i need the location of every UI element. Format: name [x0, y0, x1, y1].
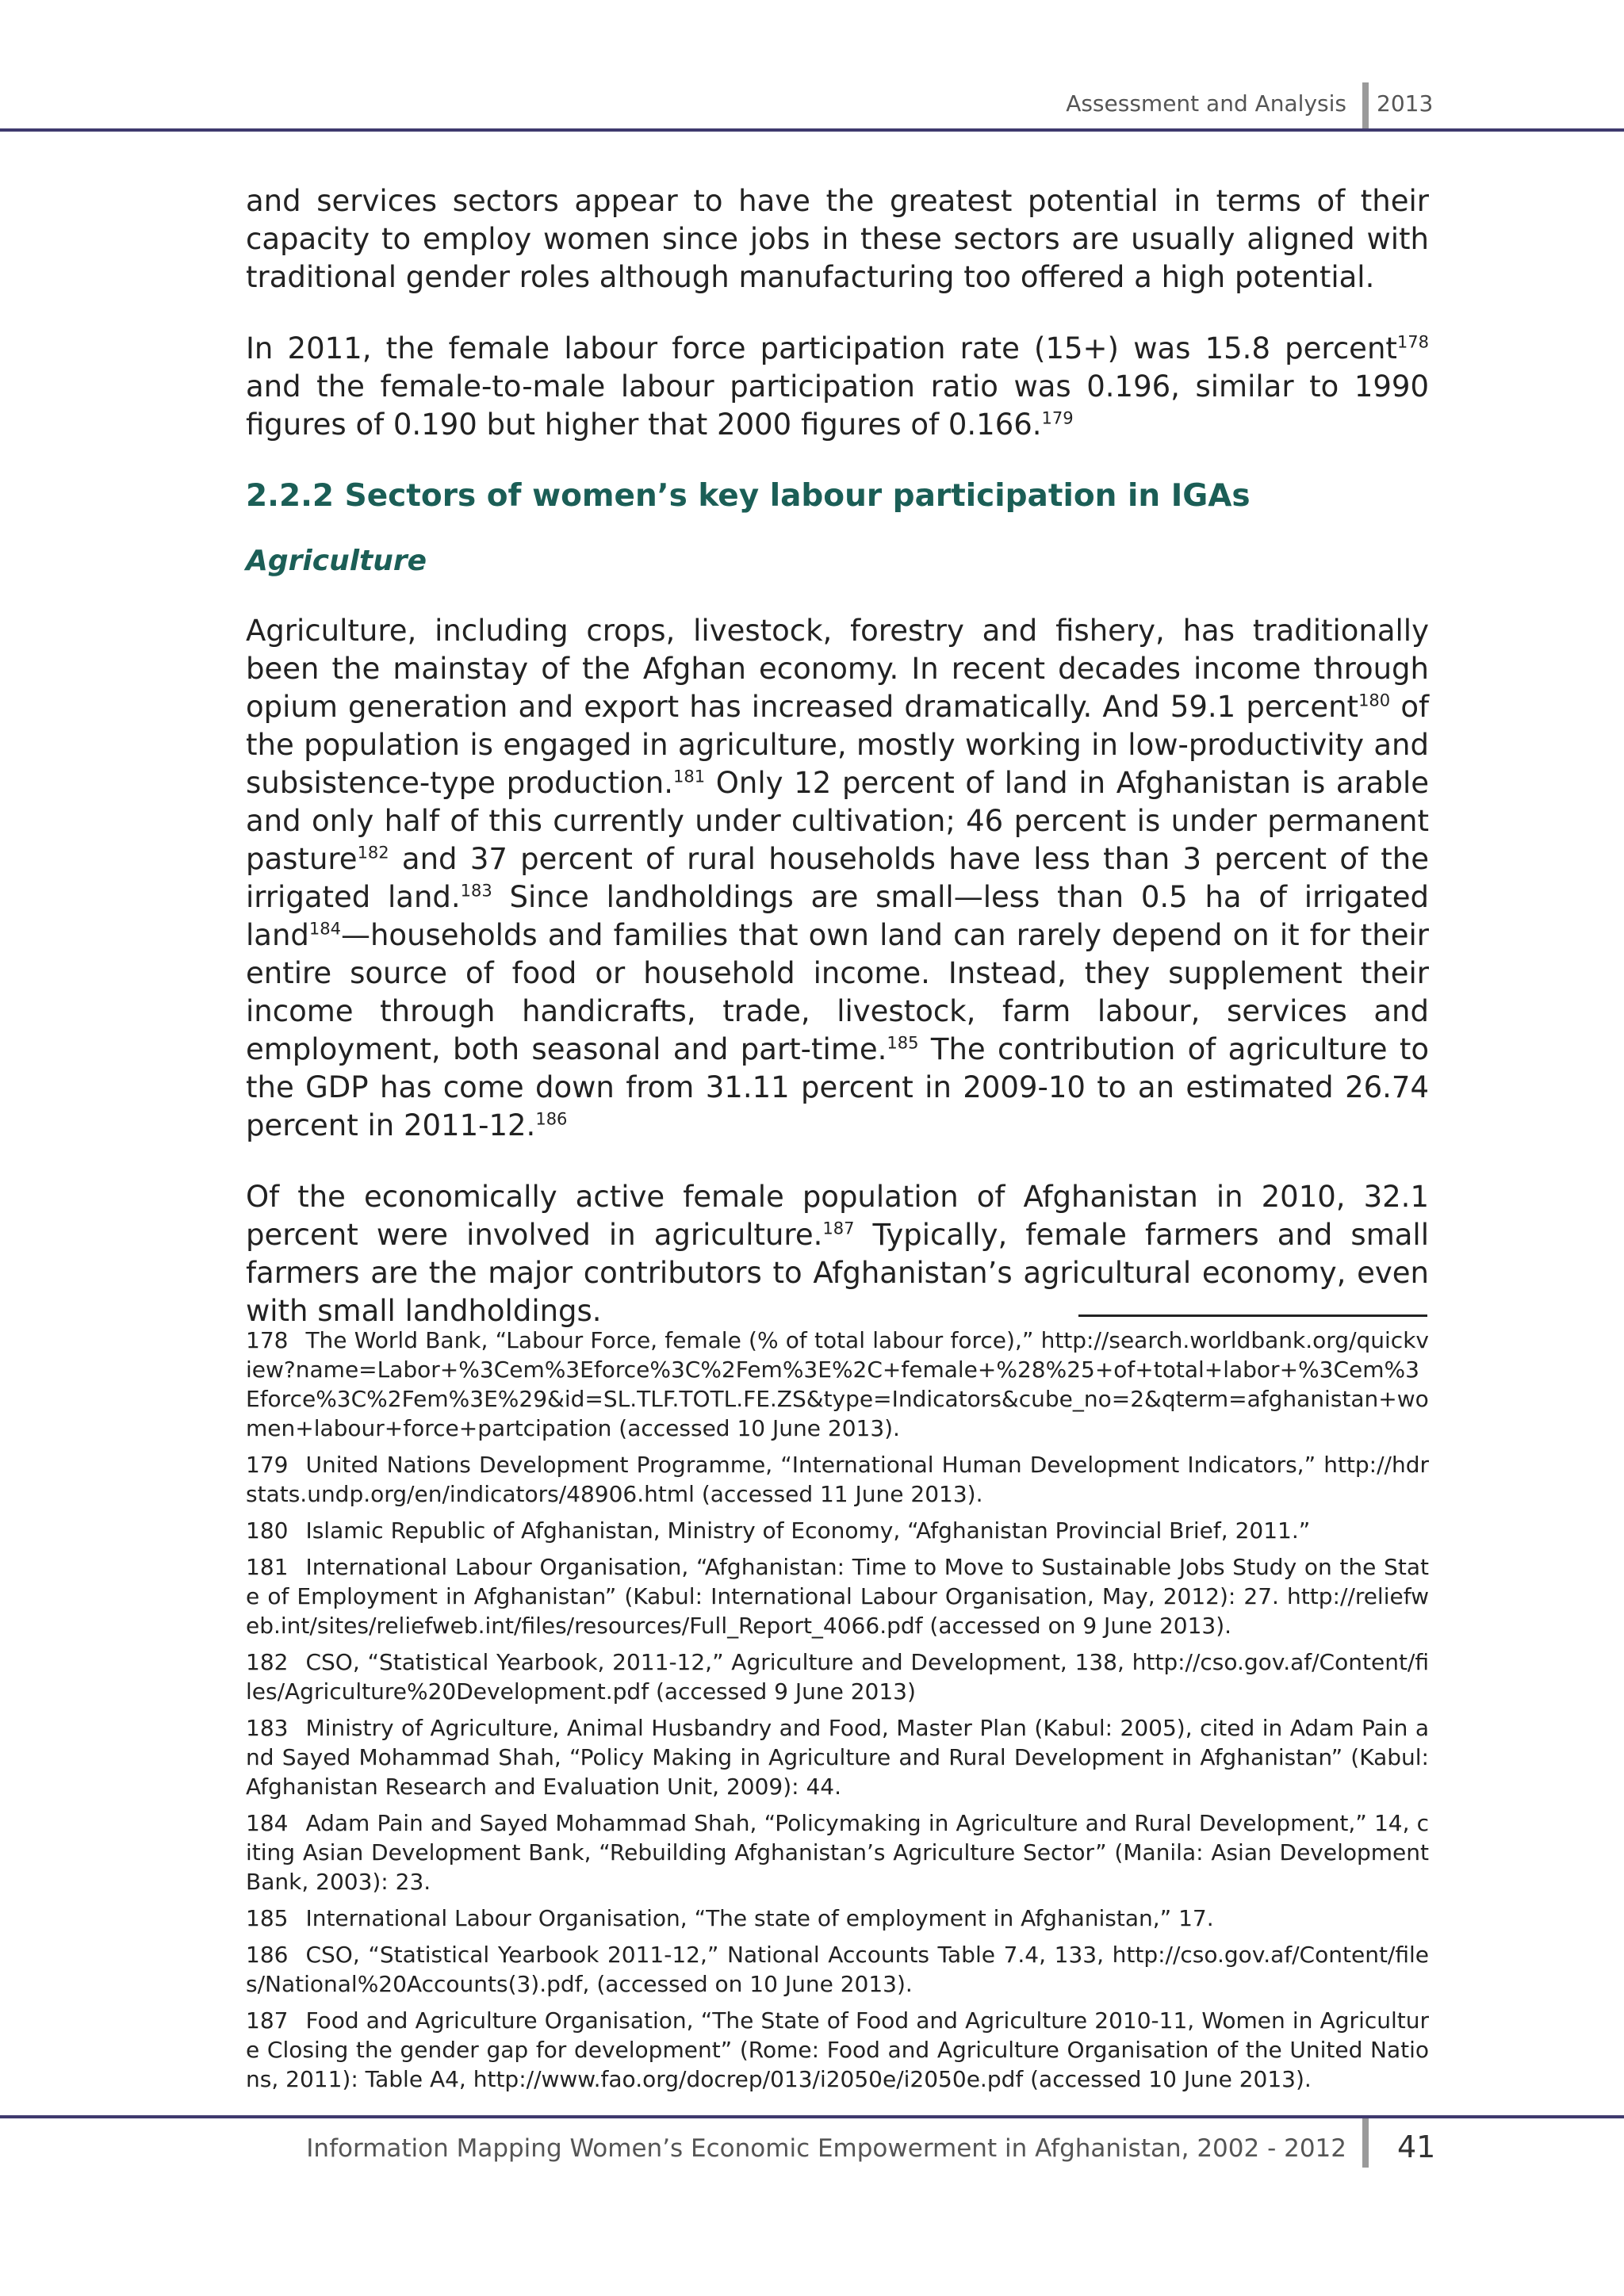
text-run: Typically, female farmers and small farmers are the major contributors to Afghanistan’s agricultural economy, even with small landholdings.: [246, 1218, 1429, 1328]
header-divider: [1362, 82, 1369, 128]
footnote-text: United Nations Development Programme, “International Human Development Indicators,” http://hdrstats.undp.org/en/indicators/48906.html (accessed 11 June 2013).: [246, 1452, 1429, 1507]
footnote-text: International Labour Organisation, “Afghanistan: Time to Move to Sustainable Jobs Study on the State of Employment in Afghanistan” (Kabul: International Labour Organisation, May, 2012): 27. http://reliefweb.int/sites/reliefweb.int/files/resources/Full_Report_4066.pdf (accessed on 9 June 2013).: [246, 1554, 1429, 1639]
footnote-number: 186: [246, 1942, 289, 1968]
footnote-separator: [1078, 1314, 1427, 1317]
footnote-ref-186[interactable]: 186: [535, 1109, 568, 1129]
footnote-number: 179: [246, 1452, 289, 1478]
footnote-item: [246, 1647, 1429, 1706]
footnote-number: 180: [246, 1517, 289, 1544]
paragraph-agriculture: [246, 612, 1429, 1145]
footnote-number: 185: [246, 1905, 289, 1931]
text-run: and the female-to-male labour participation ratio was 0.196, similar to 1990 figures of 0.190 but higher that 2000 figures of 0.166.: [246, 369, 1429, 442]
subsection-heading: Agriculture: [246, 545, 427, 577]
footnote-number: 187: [246, 2007, 289, 2034]
paragraph-female-farmers: [246, 1178, 1429, 1330]
footer-rule: [0, 2115, 1624, 2118]
text-run: The contribution of agriculture to the GDP has come down from 31.11 percent in 2009-10 to an estimated 26.74 percent in 2011-12.: [246, 1032, 1430, 1142]
footer-divider: [1362, 2118, 1369, 2168]
footnote-ref-182[interactable]: 182: [357, 843, 389, 863]
footnote-number: 183: [246, 1715, 289, 1741]
footnote-item: [246, 2006, 1429, 2094]
footnote-text: Food and Agriculture Organisation, “The State of Food and Agriculture 2010-11, Women in Agriculture Closing the gender gap for development” (Rome: Food and Agriculture Organisation of the United Nations, 2011): Table A4, http://www.fao.org/docrep/013/i2050e/i2050e.pdf (accessed 10 June 2013).: [246, 2007, 1429, 2092]
page-header: [0, 82, 1624, 130]
page-number: 41: [1397, 2130, 1436, 2164]
header-year: 2013: [1377, 90, 1434, 117]
footnote-ref-187[interactable]: 187: [822, 1219, 855, 1238]
footnote-text: The World Bank, “Labour Force, female (% of total labour force),” http://search.worldbank.org/quickview?name=Labor+%3Cem%3Eforce%3C%2Fem%3E%2C+female+%28%25+of+total+labor+%3Cem%3Eforce%3C%2Fem%3E%29&id=SL.TLF.TOTL.FE.ZS&type=Indicators&cube_no=2&qterm=afghanistan+women+labour+force+partcipation (accessed 10 June 2013).: [246, 1327, 1429, 1441]
footnote-item: [246, 1516, 1429, 1545]
footnote-text: Adam Pain and Sayed Mohammad Shah, “Policymaking in Agriculture and Rural Development,” 14, citing Asian Development Bank, “Rebuilding Afghanistan’s Agriculture Sector” (Manila: Asian Development Bank, 2003): 23.: [246, 1810, 1429, 1895]
text-run: Since landholdings are small—less than 0.5 ha of irrigated land: [246, 880, 1429, 952]
footnote-number: 184: [246, 1810, 289, 1836]
footnote-item: [246, 1904, 1429, 1933]
footnote-ref-178[interactable]: 178: [1396, 332, 1429, 352]
header-rule: [0, 128, 1624, 132]
text-run: and 37 percent of rural households have less than 3 percent of the irrigated land.: [246, 842, 1429, 914]
footnote-text: CSO, “Statistical Yearbook 2011-12,” National Accounts Table 7.4, 133, http://cso.gov.af/Content/files/National%20Accounts(3).pdf, (accessed on 10 June 2013).: [246, 1942, 1429, 1997]
footnote-item: [246, 1808, 1429, 1896]
section-heading: 2.2.2 Sectors of women’s key labour participation in IGAs: [246, 478, 1251, 514]
footnote-item: [246, 1713, 1429, 1801]
header-section-title: Assessment and Analysis: [1066, 90, 1346, 117]
footnote-text: Islamic Republic of Afghanistan, Ministry of Economy, “Afghanistan Provincial Brief, 2011.”: [305, 1517, 1311, 1544]
footnote-item: [246, 1552, 1429, 1640]
footnote-number: 181: [246, 1554, 289, 1580]
footnote-ref-180[interactable]: 180: [1358, 691, 1391, 710]
footnote-ref-179[interactable]: 179: [1041, 408, 1074, 428]
text-run: Only 12 percent of land in Afghanistan is arable and only half of this currently under cultivation; 46 percent is under permanent pasture: [246, 766, 1430, 876]
footnote-item: [246, 1940, 1429, 1999]
text-run: In 2011, the female labour force participation rate (15+) was 15.8 percent: [246, 331, 1397, 365]
footnote-number: 178: [246, 1327, 289, 1353]
text-run: Agriculture, including crops, livestock, forestry and fishery, has traditionally been the mainstay of the Afghan economy. In recent decades income through opium generation and export has increased dramatically. And 59.1 percent: [246, 614, 1429, 724]
footnote-ref-184[interactable]: 184: [308, 919, 341, 939]
footer-document-title: Information Mapping Women’s Economic Empowerment in Afghanistan, 2002 - 2012: [306, 2134, 1346, 2163]
footnote-ref-181[interactable]: 181: [673, 767, 706, 786]
footnote-number: 182: [246, 1649, 289, 1675]
footnote-text: CSO, “Statistical Yearbook, 2011-12,” Agriculture and Development, 138, http://cso.gov.af/Content/files/Agriculture%20Development.pdf (accessed 9 June 2013): [246, 1649, 1429, 1705]
footnote-item: [246, 1326, 1429, 1443]
paragraph-intro: and services sectors appear to have the greatest potential in terms of their capacity to employ women since jobs in these sectors are usually aligned with traditional gender roles although manufacturing too offered a high potential.: [246, 184, 1429, 294]
footnotes: [246, 1326, 1429, 2101]
text-run: of the population is engaged in agriculture, mostly working in low-productivity and subsistence-type production.: [246, 690, 1429, 800]
footnote-item: [246, 1450, 1429, 1509]
text-run: Of the economically active female population of Afghanistan in 2010, 32.1 percent were involved in agriculture.: [246, 1180, 1429, 1252]
footnote-ref-185[interactable]: 185: [887, 1033, 919, 1053]
footnote-ref-183[interactable]: 183: [460, 881, 492, 901]
main-content: [246, 182, 1429, 1364]
footnote-text: International Labour Organisation, “The state of employment in Afghanistan,” 17.: [305, 1905, 1214, 1931]
footnote-text: Ministry of Agriculture, Animal Husbandry and Food, Master Plan (Kabul: 2005), cited in Adam Pain and Sayed Mohammad Shah, “Policy Making in Agriculture and Rural Development in Afghanistan” (Kabul: Afghanistan Research and Evaluation Unit, 2009): 44.: [246, 1715, 1429, 1800]
paragraph-participation-rate: [246, 330, 1429, 444]
text-run: —households and families that own land can rarely depend on it for their entire source of food or household income. Instead, they supplement their income through handicrafts, trade, livestock, farm labour, services and employment, both seasonal and part-time.: [246, 918, 1429, 1066]
page-footer: [0, 2115, 1624, 2171]
